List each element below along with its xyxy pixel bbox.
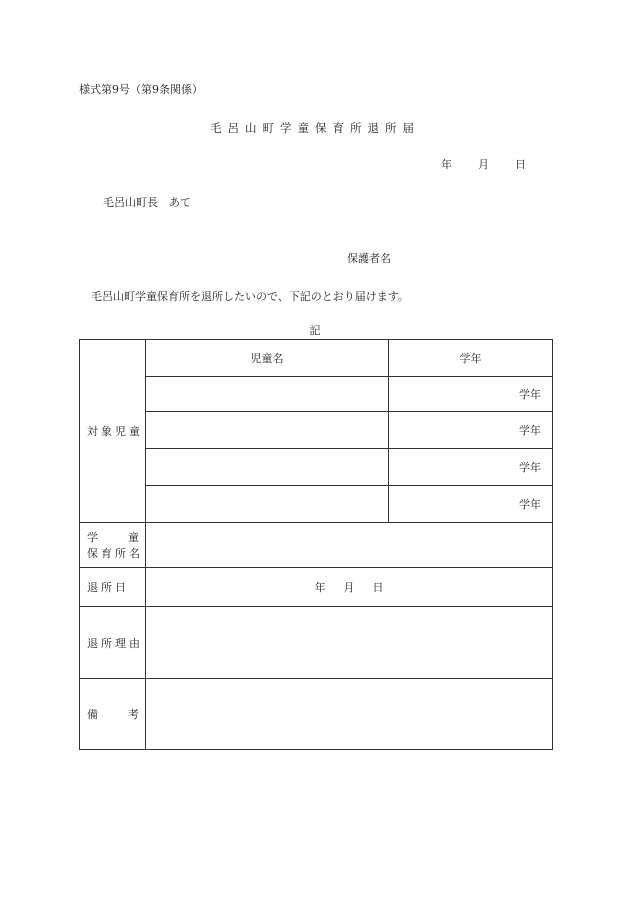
exit-date-day: 日 bbox=[372, 581, 384, 594]
addressee: 毛呂山町長 あて bbox=[103, 196, 191, 209]
date-year: 年 bbox=[441, 158, 452, 171]
remarks-label-char-1: 備 bbox=[87, 708, 98, 721]
grade-field-2[interactable]: 学年 bbox=[389, 412, 553, 449]
date-month: 月 bbox=[478, 158, 489, 171]
facility-label-line-2: 保育所名 bbox=[87, 547, 143, 560]
child-name-field-3[interactable] bbox=[146, 449, 389, 486]
form-number: 様式第9号（第9条関係） bbox=[79, 83, 203, 96]
exit-date-year: 年 bbox=[314, 581, 326, 594]
exit-date-month: 月 bbox=[343, 581, 355, 594]
ki-label: 記 bbox=[309, 324, 321, 337]
child-name-field-2[interactable] bbox=[146, 412, 389, 449]
facility-label-char-2: 童 bbox=[128, 531, 139, 544]
remarks-label bbox=[80, 679, 146, 750]
grade-field-4[interactable]: 学年 bbox=[389, 486, 553, 523]
grade-field-3[interactable]: 学年 bbox=[389, 449, 553, 486]
exit-reason-field[interactable] bbox=[146, 607, 553, 679]
guardian-name-label: 保護者名 bbox=[347, 252, 391, 265]
remarks-field[interactable] bbox=[146, 679, 553, 750]
facility-name-field[interactable] bbox=[146, 523, 553, 568]
exit-date-label: 退所日 bbox=[80, 568, 146, 607]
grade-field-1[interactable]: 学年 bbox=[389, 377, 553, 412]
remarks-label-char-2: 考 bbox=[128, 708, 139, 721]
page-title: 毛呂山町学童保育所退所届 bbox=[210, 121, 420, 135]
facility-label-char-1: 学 bbox=[87, 531, 98, 544]
facility-name-label bbox=[80, 523, 146, 568]
body-text: 毛呂山町学童保育所を退所したいので、下記のとおり届けます。 bbox=[91, 290, 409, 303]
child-name-field-1[interactable] bbox=[146, 377, 389, 412]
submission-date bbox=[441, 156, 526, 172]
exit-date-field[interactable] bbox=[146, 568, 553, 607]
child-name-header: 児童名 bbox=[146, 340, 389, 377]
withdrawal-form-table bbox=[79, 339, 553, 750]
grade-header: 学年 bbox=[389, 340, 553, 377]
child-name-field-4[interactable] bbox=[146, 486, 389, 523]
target-children-label: 対象児童 bbox=[80, 340, 146, 523]
exit-reason-label: 退所理由 bbox=[80, 607, 146, 679]
date-day: 日 bbox=[515, 158, 526, 171]
